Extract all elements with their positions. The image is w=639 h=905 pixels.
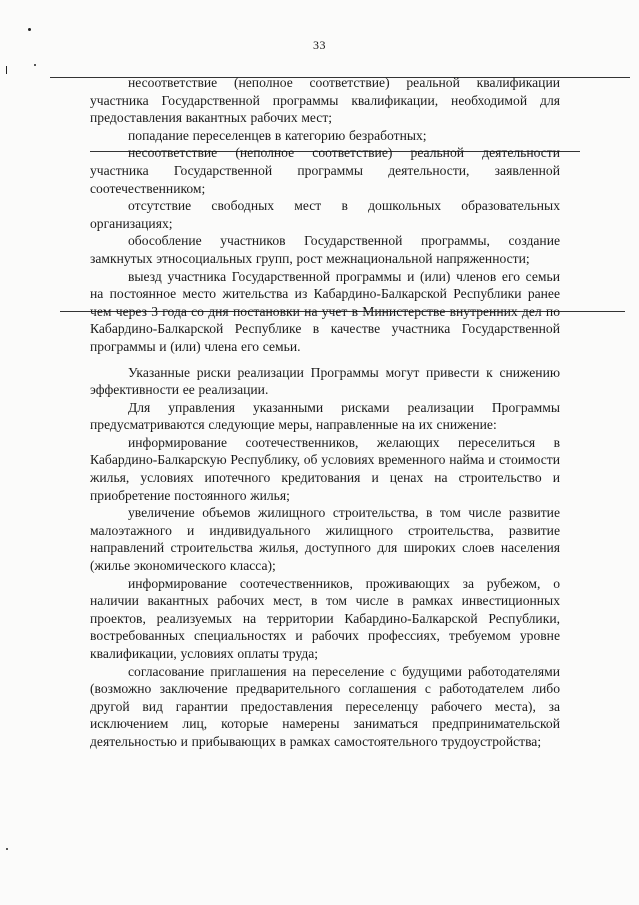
document-body bbox=[90, 74, 560, 751]
page-number: 33 bbox=[313, 38, 326, 52]
scan-dot-mark bbox=[6, 848, 8, 850]
paragraph: несоответствие (неполное соответствие) реальной квалификации участника Государственной программы квалификации, необходимой для предоставления вакантных рабочих мест; bbox=[90, 75, 560, 126]
paragraph: информирование соотечественников, проживающих за рубежом, о наличии вакантных рабочих мест, в том числе в рамках инвестиционных проектов, реализуемых на территории Кабардино-Балкарской Республики, востребованных специальностях и рабочих профессиях, требуемом уровне квалификации, условиях оплаты труда; bbox=[90, 575, 560, 661]
paragraph: обособление участников Государственной программы, создание замкнутых этносоциальных групп, рост межнациональной напряженности; bbox=[90, 233, 560, 266]
paragraph: несоответствие (неполное соответствие) реальной деятельности участника Государственной программы деятельности, заявленной соотечественником; bbox=[90, 145, 560, 196]
paragraph: согласование приглашения на переселение с будущими работодателями (возможно заключение предварительного соглашения с работодателем либо другой вид гарантии предоставления переселенцу рабочего места), за исключением лиц, которые намерены заниматься предпринимательской деятельностью и прибывающих в рамках самостоятельного трудоустройства; bbox=[90, 663, 560, 749]
paragraph: Указанные риски реализации Программы могут привести к снижению эффективности ее реализации. bbox=[90, 364, 560, 398]
paragraph: информирование соотечественников, желающих переселиться в Кабардино-Балкарскую Республику, об условиях временного найма и стоимости жилья, условиях ипотечного кредитования и ценах на строительство и приобретение постоянного жилья; bbox=[90, 434, 560, 503]
paragraph: попадание переселенцев в категорию безработных; bbox=[128, 127, 427, 143]
scan-dot-mark bbox=[34, 64, 36, 66]
paragraph: выезд участника Государственной программы и (или) членов его семьи на постоянное место жительства из Кабардино-Балкарской Республики ранее чем через 3 года со дня постановки на учет в Министерстве внутренних дел по Кабардино-Балкарской Республике в качестве участника Государственной программы и (или) члена его семьи. bbox=[90, 268, 560, 354]
paragraph: отсутствие свободных мест в дошкольных образовательных организациях; bbox=[90, 198, 560, 231]
scan-tick-mark bbox=[6, 66, 7, 74]
paragraph: увеличение объемов жилищного строительства, в том числе развитие малоэтажного и индивидуального жилищного строительства, развитие направлений строительства жилья, доступного для широких слоев населения (жилье экономического класса); bbox=[90, 505, 560, 574]
paragraph: Для управления указанными рисками реализации Программы предусматриваются следующие меры, направленные на их снижение: bbox=[90, 399, 560, 433]
scan-dot-mark bbox=[28, 28, 31, 31]
